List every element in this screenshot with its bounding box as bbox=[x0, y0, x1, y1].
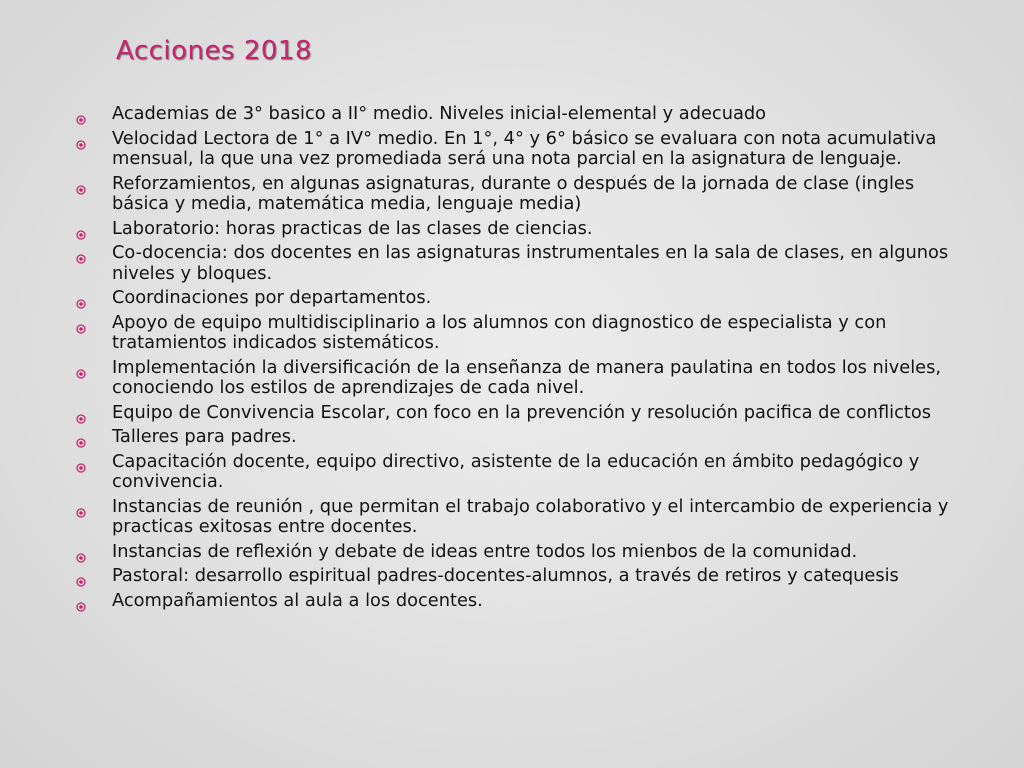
bullet-text: Equipo de Convivencia Escolar, con foco en la prevención y resolución pacifica de conflictos bbox=[112, 401, 931, 423]
target-circle-icon bbox=[76, 458, 86, 468]
target-circle-icon bbox=[76, 364, 86, 374]
bullet-text: Reforzamientos, en algunas asignaturas, durante o después de la jornada de clase (ingles básica y media, matemática media, lenguaje media) bbox=[112, 172, 915, 214]
bullet-text: Talleres para padres. bbox=[112, 426, 297, 447]
target-circle-icon bbox=[76, 572, 86, 582]
target-circle-icon bbox=[76, 135, 86, 145]
bullet-text: Velocidad Lectora de 1° a IV° medio. En 1°, 4° y 6° básico se evaluara con nota acumulativa mensual, la que una vez promediada será una nota parcial en la asignatura de lenguaje. bbox=[112, 127, 937, 169]
bullet-text: Laboratorio: horas practicas de las clases de ciencias. bbox=[112, 217, 593, 239]
target-circle-icon bbox=[76, 225, 86, 235]
bullet-text: Capacitación docente, equipo directivo, asistente de la educación en ámbito pedagógico y convivencia. bbox=[112, 450, 920, 492]
bullet-item bbox=[64, 219, 964, 240]
bullet-text: Implementación la diversificación de la enseñanza de manera paulatina en todos los niveles, conociendo los estilos de aprendizajes de cada nivel. bbox=[112, 356, 942, 398]
bullet-item bbox=[64, 104, 964, 125]
target-circle-icon bbox=[76, 597, 86, 607]
bullet-item bbox=[64, 591, 964, 612]
bullet-item bbox=[64, 313, 964, 354]
bullet-text: Co-docencia: dos docentes en las asignaturas instrumentales en la sala de clases, en algunos niveles y bloques. bbox=[112, 242, 949, 284]
bullet-text: Instancias de reflexión y debate de ideas entre todos los mienbos de la comunidad. bbox=[112, 540, 858, 562]
target-circle-icon bbox=[76, 180, 86, 190]
bullet-text: Pastoral: desarrollo espiritual padres-docentes-alumnos, a través de retiros y catequesis bbox=[112, 565, 899, 586]
target-circle-icon bbox=[76, 249, 86, 259]
bullet-item bbox=[64, 243, 964, 284]
target-circle-icon bbox=[76, 433, 86, 443]
bullet-item bbox=[64, 358, 964, 399]
bullet-item bbox=[64, 403, 964, 424]
bullet-item bbox=[64, 452, 964, 493]
bullet-item bbox=[64, 174, 964, 215]
bullet-text: Acompañamientos al aula a los docentes. bbox=[112, 589, 483, 611]
bullet-text: Instancias de reunión , que permitan el trabajo colaborativo y el intercambio de experiencia y practicas exitosas entre docentes. bbox=[112, 495, 949, 537]
bullet-item bbox=[64, 129, 964, 170]
bullet-list bbox=[64, 104, 964, 615]
slide-title: Acciones 2018 bbox=[116, 36, 313, 66]
bullet-item bbox=[64, 566, 964, 587]
target-circle-icon bbox=[76, 319, 86, 329]
target-circle-icon bbox=[76, 409, 86, 419]
bullet-text: Academias de 3° basico a II° medio. Niveles inicial-elemental y adecuado bbox=[112, 103, 767, 124]
bullet-text: Coordinaciones por departamentos. bbox=[112, 287, 432, 308]
target-circle-icon bbox=[76, 503, 86, 513]
target-circle-icon bbox=[76, 548, 86, 558]
bullet-item bbox=[64, 288, 964, 309]
bullet-item bbox=[64, 497, 964, 538]
target-circle-icon bbox=[76, 294, 86, 304]
bullet-item bbox=[64, 542, 964, 563]
bullet-item bbox=[64, 427, 964, 448]
bullet-text: Apoyo de equipo multidisciplinario a los alumnos con diagnostico de especialista y con tratamientos indicados sistemáticos. bbox=[112, 311, 887, 353]
target-circle-icon bbox=[76, 110, 86, 120]
